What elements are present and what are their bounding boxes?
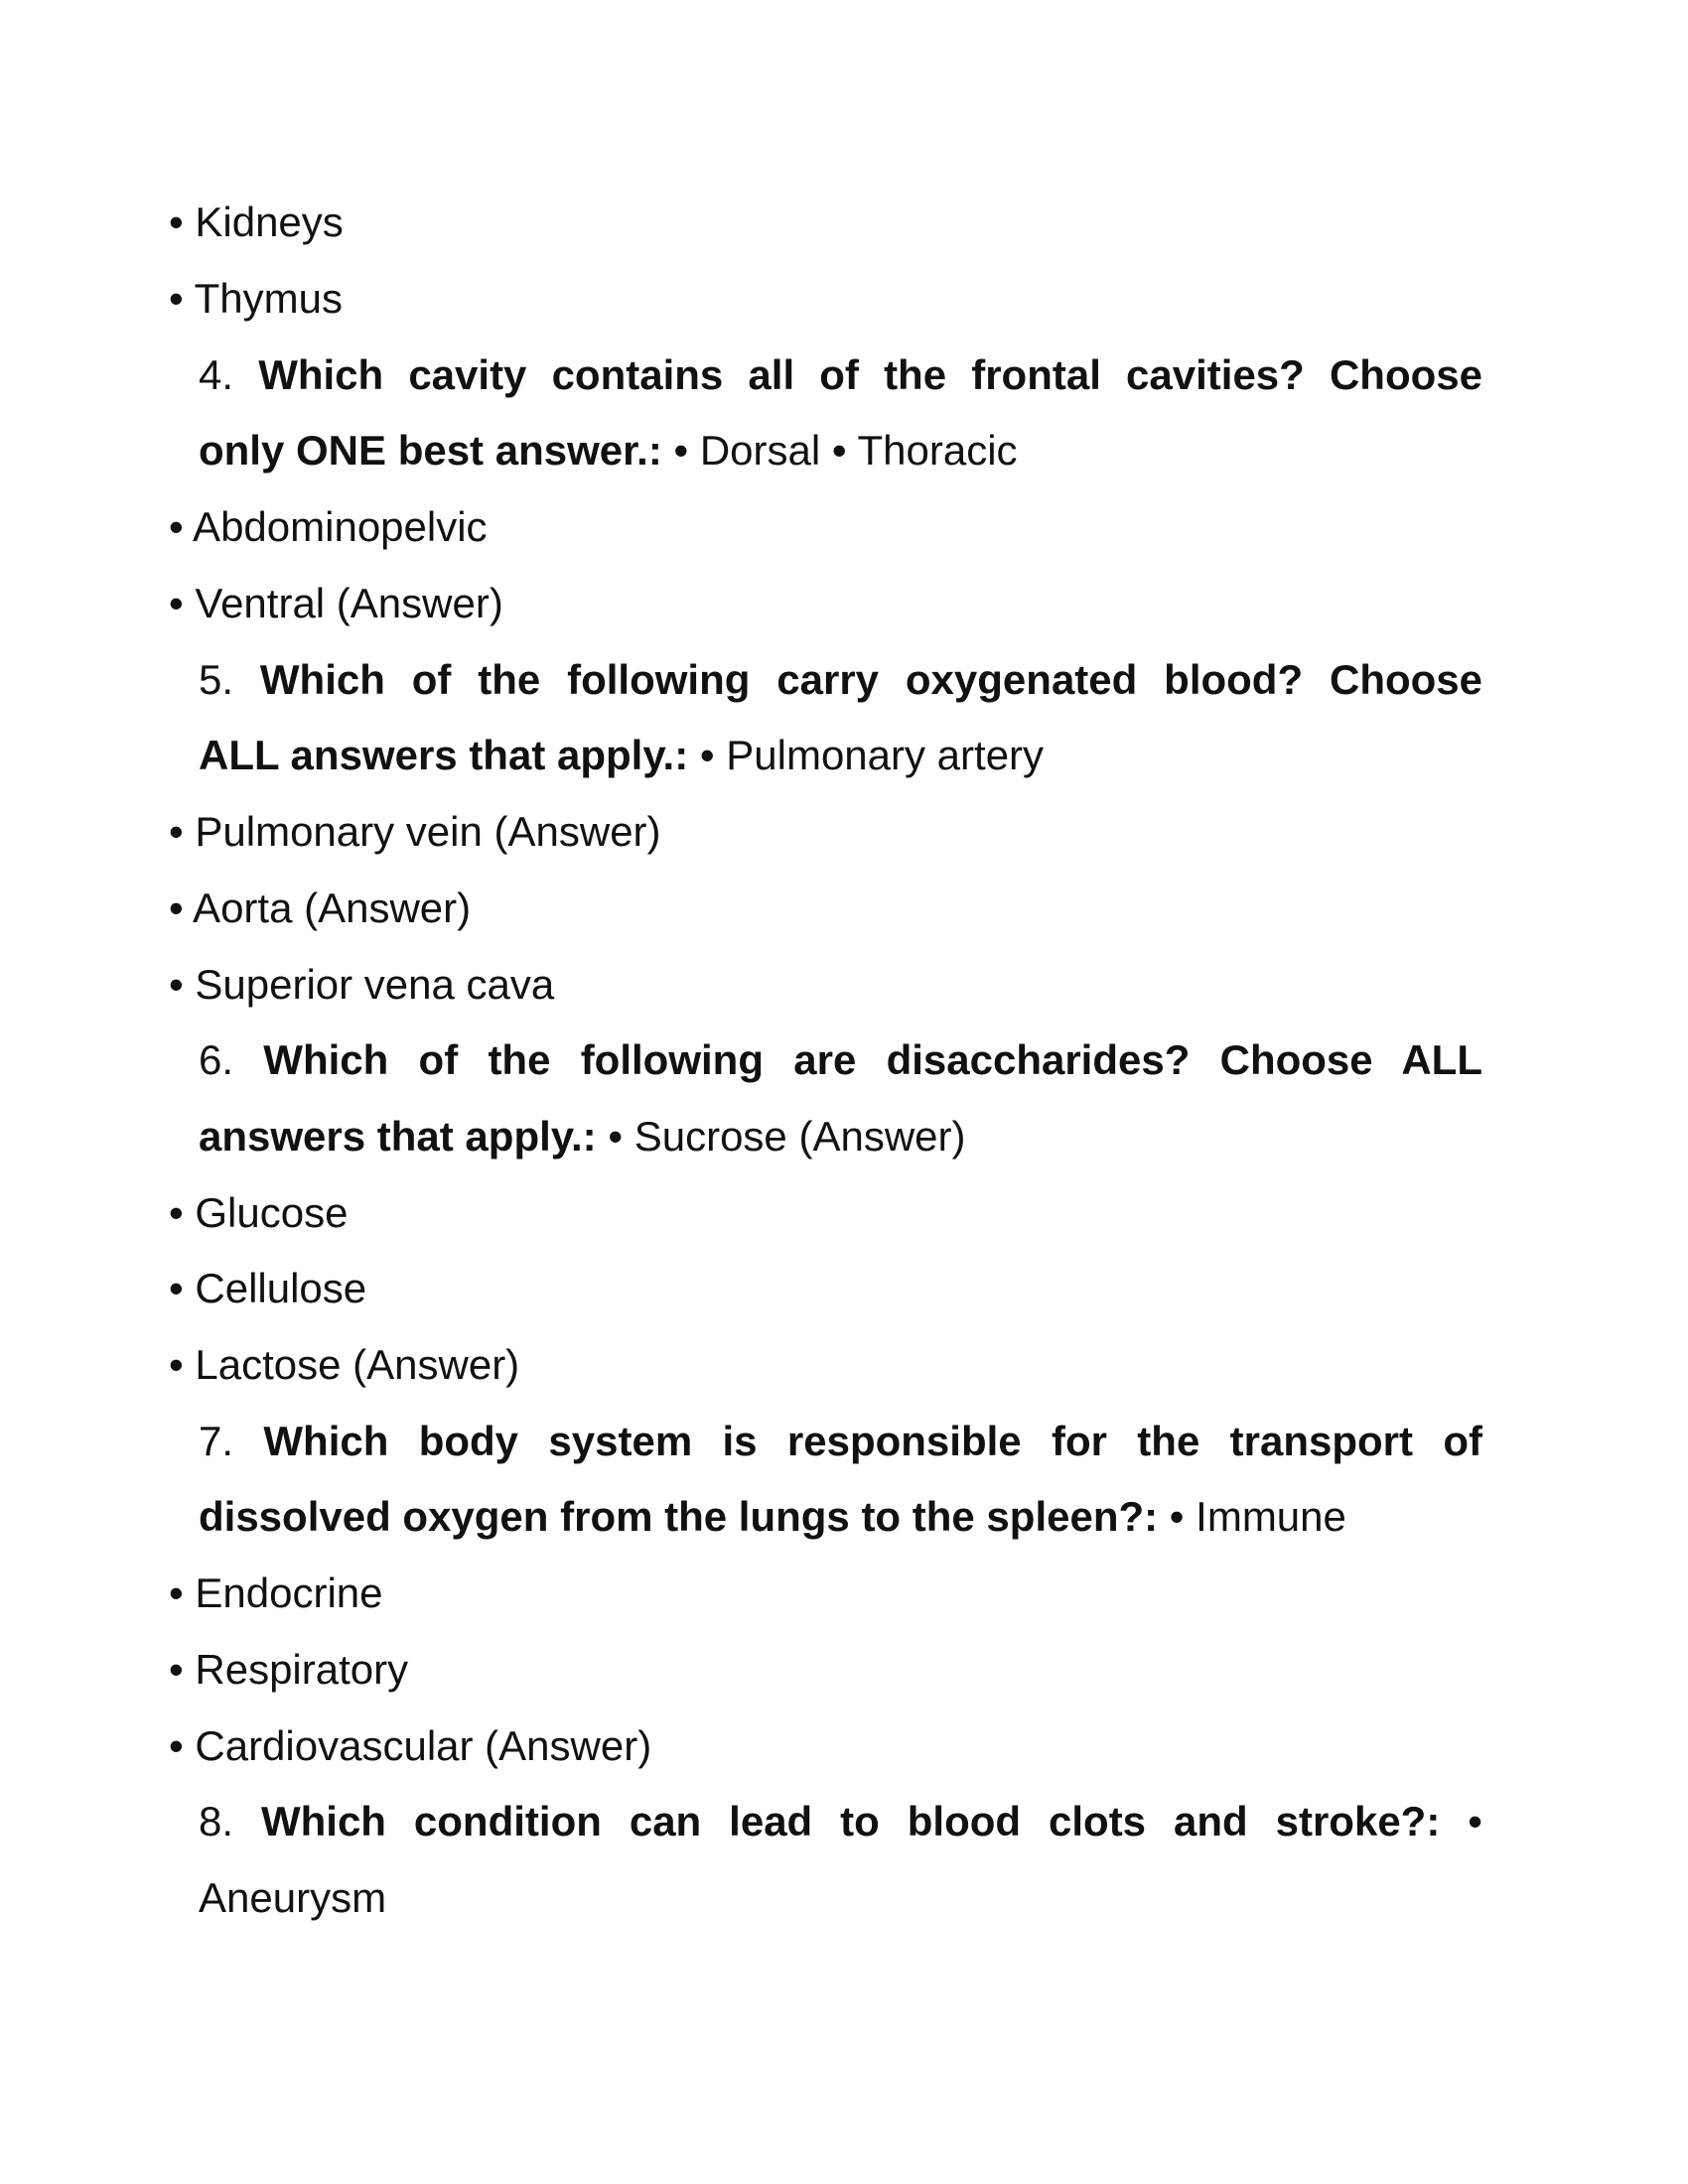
answer-option: • Ventral (Answer) [169,580,503,626]
question-6-text: 6. Which of the following are disaccharides? Choose ALL [199,1036,1482,1083]
answer-option: • Thymus [169,275,343,322]
question-4-continuation: only ONE best answer.: • Dorsal • Thoracic [199,427,1018,474]
answer-option: • Endocrine [169,1570,383,1616]
question-5-text: 5. Which of the following carry oxygenated blood? Choose [199,656,1482,703]
answer-option: • Superior vena cava [169,961,555,1008]
answer-option: • Pulmonary vein (Answer) [169,808,661,855]
question-6-continuation: answers that apply.: • Sucrose (Answer) [199,1113,966,1160]
answer-option: • Glucose [169,1189,349,1236]
question-5-continuation: ALL answers that apply.: • Pulmonary artery [199,732,1045,778]
answer-option: • Cellulose [169,1265,367,1311]
answer-option: • Aorta (Answer) [169,885,472,931]
question-7-text: 7. Which body system is responsible for the transport of [199,1418,1482,1464]
question-7-continuation: dissolved oxygen from the lungs to the spleen?: • Immune [199,1493,1346,1540]
question-4-text: 4. Which cavity contains all of the frontal cavities? Choose [199,351,1482,398]
answer-option: • Respiratory [169,1646,409,1693]
question-8-text: 8. Which condition can lead to blood clots and stroke?: • [199,1798,1482,1844]
answer-option: • Kidneys [169,199,344,245]
answer-option: • Cardiovascular (Answer) [169,1722,652,1769]
question-8-continuation: Aneurysm [199,1874,387,1921]
answer-option: • Lactose (Answer) [169,1341,520,1388]
answer-option: • Abdominopelvic [169,503,488,550]
